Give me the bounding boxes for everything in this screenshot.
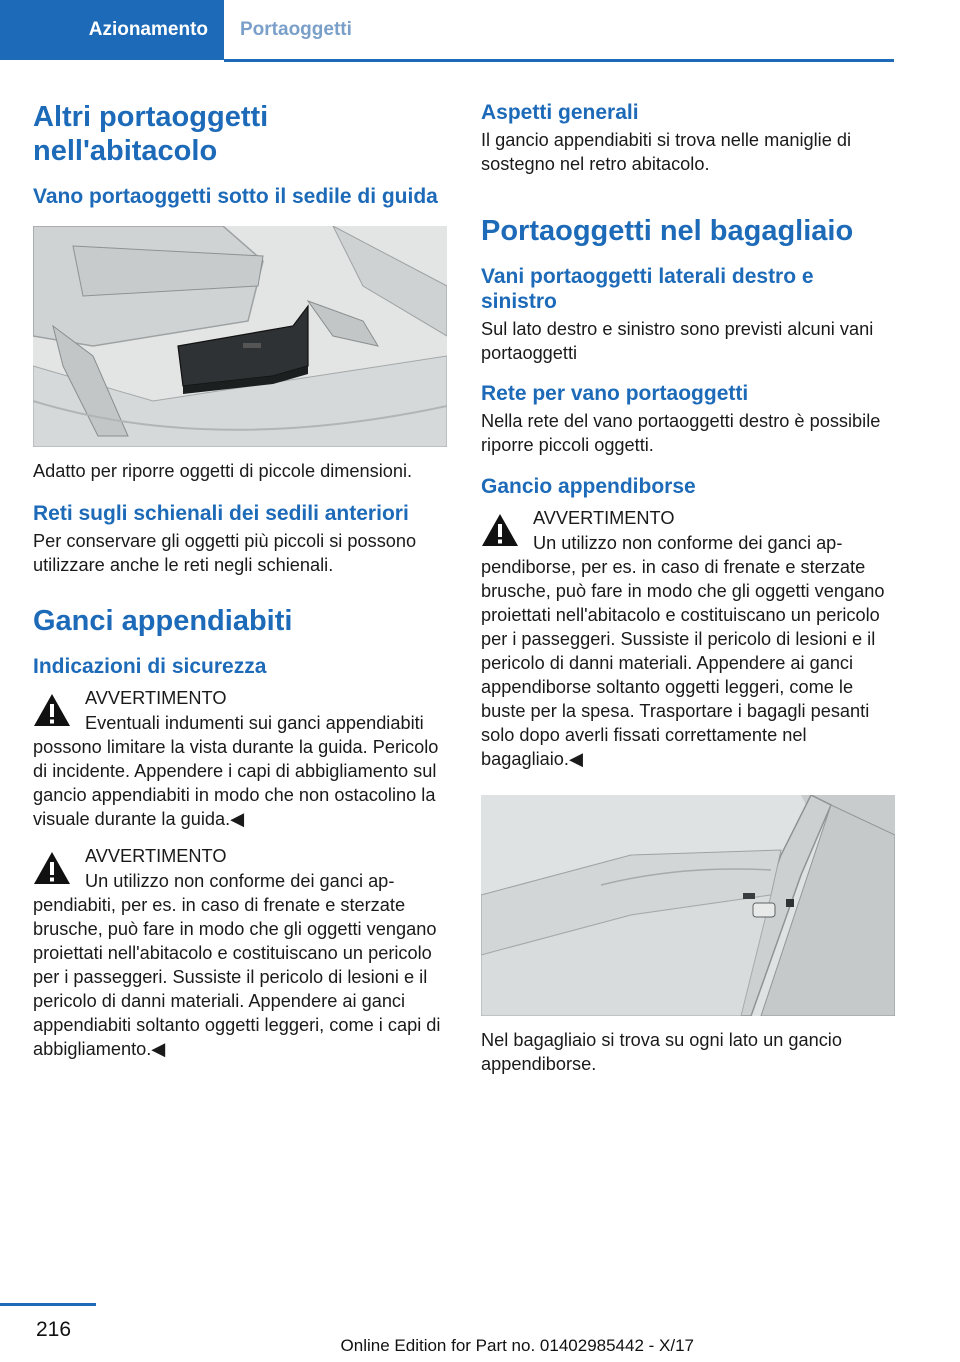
under-seat-text: Adatto per riporre oggetti di piccole dimensioni. xyxy=(33,461,413,481)
edition-note: Online Edition for Part no. 01402985442 - X/17 xyxy=(340,1336,694,1355)
tab-portaoggetti[interactable]: Portaoggetti xyxy=(240,19,352,40)
warning-triangle-icon xyxy=(33,693,71,727)
general-text: Il gancio appendiabiti si trova nelle maniglie di sostegno nel retro abitacolo. xyxy=(481,130,852,174)
seatback-nets-text: Per conservare gli oggetti più piccoli si possono utilizzare anche le reti negli schienali. xyxy=(33,531,417,575)
section-title-trunk-storage: Portaoggetti nel bagagliaio xyxy=(481,215,854,247)
warning-label: AVVERTIMENTO xyxy=(85,688,227,708)
side-compartments-text: Sul lato destro e sinistro sono previsti alcuni vani portaoggetti xyxy=(481,319,874,363)
warning-text: Un utilizzo non conforme dei ganci appendiborse, per es. in caso di frenate e sterzate brusche, può fare in modo che gli oggetti vengano proiettati nell'abitacolo e costituiscano un pericolo per i passeggeri. Sussiste il pericolo di lesioni e il pericolo di danni materiali. Appendere ai ganci appendiborse soltanto oggetti leggeri, come le buste per la spesa. Trasportare i bagagli pesanti solo dopo averli fissati correttamente nel bagagliaio.◀ xyxy=(481,533,885,769)
heading-seatback-nets: Reti sugli schienali dei sedili anteriori xyxy=(33,502,409,525)
section-title-coat-hooks: Ganci appendiabiti xyxy=(33,605,293,637)
heading-under-seat: Vano portaoggetti sotto il sedile di guida xyxy=(33,185,438,208)
trunk-hook-photo xyxy=(481,795,895,1016)
warning-block-2 xyxy=(33,843,447,1061)
tab-azionamento[interactable]: Azionamento xyxy=(0,0,224,60)
under-seat-photo xyxy=(33,226,447,447)
page-number: 216 xyxy=(36,1318,72,1341)
warning-label: AVVERTIMENTO xyxy=(85,846,227,866)
header-tabs xyxy=(0,0,894,62)
heading-safety: Indicazioni di sicurezza xyxy=(33,655,267,678)
warning-label: AVVERTIMENTO xyxy=(533,508,675,528)
right-column xyxy=(481,100,895,1076)
storage-net-text: Nella rete del vano portaoggetti destro è possibile riporre piccoli oggetti. xyxy=(481,411,881,455)
warning-text: Un utilizzo non conforme dei ganci appendiabiti, per es. in caso di frenate e sterzate brusche, può fare in modo che gli oggetti vengano proiettati nell'abitacolo e costituiscano un pericolo per i passeggeri. Sussiste il pericolo di lesioni e il pericolo di danni materiali. Appendere ai ganci appendiabiti soltanto oggetti leggeri, come i capi di abbigliamento.◀ xyxy=(33,871,441,1059)
trunk-hook-caption: Nel bagagliaio si trova su ogni lato un gancio appendiborse. xyxy=(481,1030,842,1074)
heading-general: Aspetti generali xyxy=(481,101,639,124)
warning-triangle-icon xyxy=(33,851,71,885)
left-column xyxy=(33,100,447,1061)
heading-storage-net: Rete per vano portaoggetti xyxy=(481,382,749,405)
warning-triangle-icon xyxy=(481,513,519,547)
warning-block-1 xyxy=(33,685,447,831)
header-rule xyxy=(224,59,894,62)
heading-side-compartments: Vani portaoggetti laterali destro e sinistro xyxy=(481,265,814,313)
heading-bag-hook: Gancio appendiborse xyxy=(481,475,696,498)
warning-block-3 xyxy=(481,505,895,771)
section-title-cabin-storage: Altri portaoggetti nell'abitacolo xyxy=(33,101,269,167)
warning-text: Eventuali indumenti sui ganci appendiabiti possono limitare la vista durante la guida. Pericolo di incidente. Appendere i capi di abbigliamento sul gancio appendiabiti in modo che non ostacolino la visuale durante la guida.◀ xyxy=(33,713,439,829)
footer-rule xyxy=(0,1303,96,1306)
